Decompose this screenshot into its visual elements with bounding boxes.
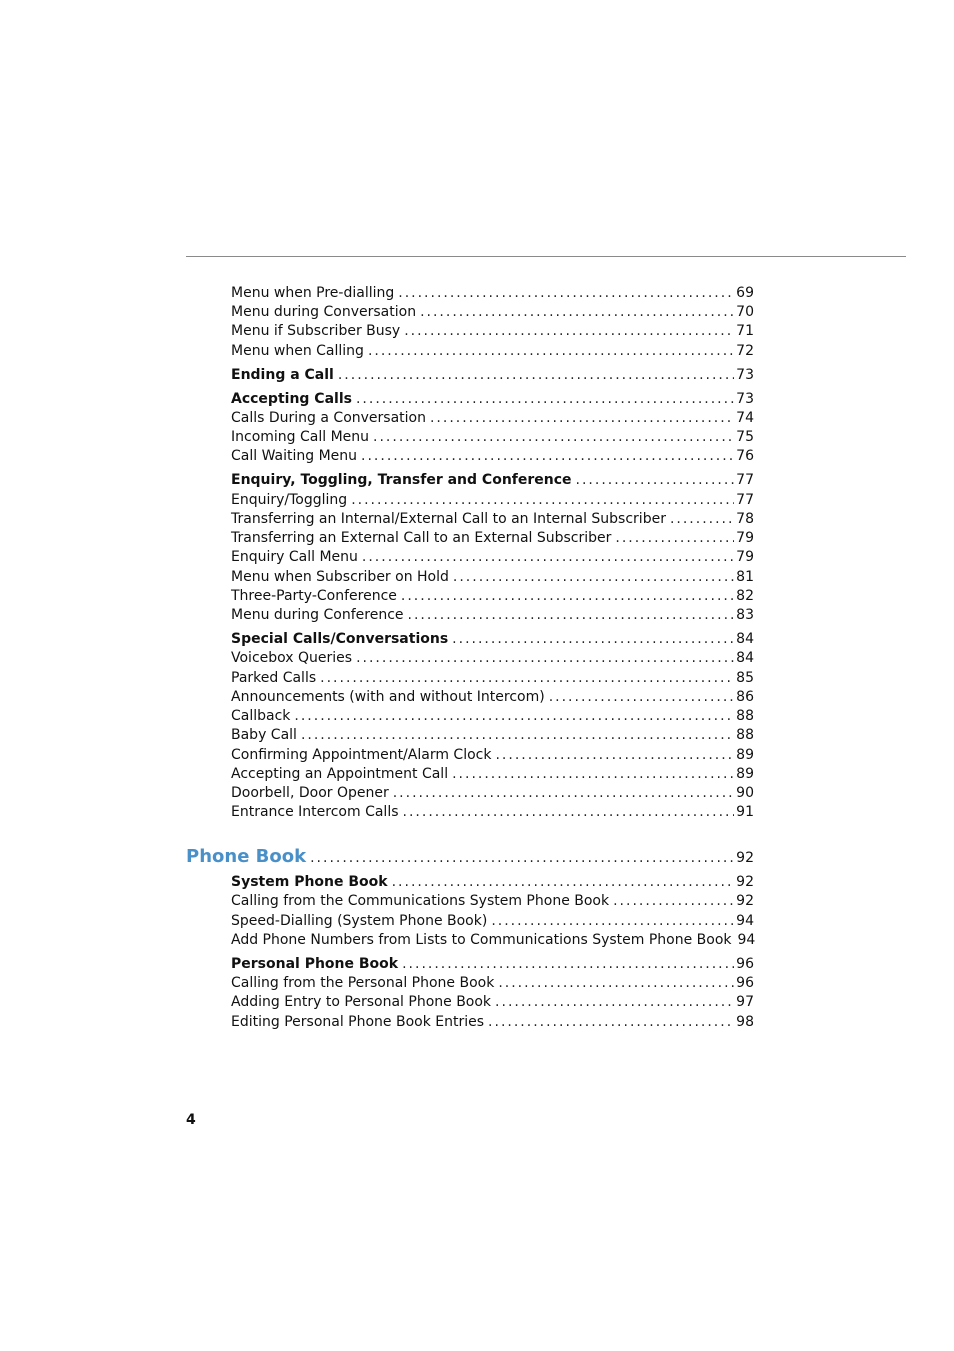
- toc-entry-page: 83: [736, 607, 754, 623]
- toc-entry[interactable]: [231, 746, 754, 765]
- toc-entry[interactable]: [231, 510, 754, 529]
- toc-dot-leader: [670, 510, 734, 529]
- toc-dot-leader: [392, 873, 735, 892]
- toc-entry-title: Accepting Calls: [231, 391, 352, 407]
- toc-entry[interactable]: [231, 390, 754, 409]
- toc-dot-leader: [488, 1013, 734, 1032]
- toc-dot-leader: [495, 993, 734, 1012]
- toc-entry[interactable]: [231, 931, 754, 950]
- toc-entry-page: 92: [736, 893, 754, 909]
- toc-entry[interactable]: [231, 428, 754, 447]
- toc-entry-page: 79: [736, 530, 754, 546]
- toc-entry-title: Baby Call: [231, 727, 297, 743]
- toc-entry-page: 94: [737, 932, 756, 948]
- toc-dot-leader: [498, 974, 734, 993]
- toc-entry[interactable]: [231, 803, 754, 822]
- toc-entry[interactable]: [231, 974, 754, 993]
- toc-section-heading[interactable]: [186, 845, 754, 869]
- toc-entry[interactable]: [231, 471, 754, 490]
- toc-dot-leader: [398, 284, 734, 303]
- toc-entry[interactable]: [231, 284, 754, 303]
- toc-entry-page: 81: [736, 569, 754, 585]
- toc-entry[interactable]: [231, 303, 754, 322]
- toc-entry-page: 97: [736, 994, 754, 1010]
- toc-dot-leader: [495, 746, 734, 765]
- toc-dot-leader: [404, 322, 734, 341]
- toc-entry-title: Accepting an Appointment Call: [231, 766, 449, 782]
- toc-dot-leader: [310, 846, 734, 870]
- toc-entry[interactable]: [231, 587, 754, 606]
- toc-entry-title: System Phone Book: [231, 874, 388, 890]
- toc-entry-title: Incoming Call Menu: [231, 429, 370, 445]
- toc-entry[interactable]: [231, 726, 754, 745]
- toc-dot-leader: [453, 568, 734, 587]
- toc-dot-leader: [301, 726, 734, 745]
- toc-entry[interactable]: [231, 912, 754, 931]
- toc-dot-leader: [362, 548, 734, 567]
- toc-entry-title: Calls During a Conversation: [231, 410, 426, 426]
- toc-entry-page: 82: [736, 588, 754, 604]
- toc-entry-title: Phone Book: [186, 846, 307, 867]
- toc-dot-leader: [361, 447, 734, 466]
- toc-entry[interactable]: [231, 892, 754, 911]
- toc-entry-page: 89: [736, 766, 754, 782]
- toc-entry[interactable]: [231, 529, 754, 548]
- toc-entry-page: 89: [736, 747, 754, 763]
- toc-entry-title: Menu when Subscriber on Hold: [231, 569, 449, 585]
- toc-entry[interactable]: [231, 630, 754, 649]
- toc-dot-leader: [408, 606, 735, 625]
- toc-dot-leader: [491, 912, 734, 931]
- toc-dot-leader: [351, 491, 734, 510]
- toc-entry-title: Speed-Dialling (System Phone Book): [231, 913, 488, 929]
- toc-entry[interactable]: [231, 548, 754, 567]
- toc-entry-page: 79: [736, 549, 754, 565]
- toc-entry[interactable]: [231, 873, 754, 892]
- toc-dot-leader: [452, 630, 734, 649]
- toc-entry[interactable]: [231, 409, 754, 428]
- toc-entry-title: Parked Calls: [231, 670, 317, 686]
- toc-entry-page: 98: [736, 1014, 754, 1030]
- toc-dot-leader: [401, 587, 734, 606]
- toc-entry-title: Menu during Conversation: [231, 304, 417, 320]
- toc-entry-page: 75: [736, 429, 754, 445]
- toc-entry-title: Calling from the Communications System Phone Book: [231, 893, 610, 909]
- toc-entry-title: Menu when Pre-dialling: [231, 285, 395, 301]
- toc-entry-page: 77: [736, 492, 754, 508]
- toc-entry-title: Menu during Conference: [231, 607, 404, 623]
- toc-dot-leader: [402, 955, 734, 974]
- toc-entry[interactable]: [231, 784, 754, 803]
- toc-entry-page: 76: [736, 448, 754, 464]
- page-number: 4: [186, 1112, 196, 1128]
- header-rule: [186, 256, 906, 257]
- toc-entry-page: 73: [736, 391, 754, 407]
- toc-entry-title: Special Calls/Conversations: [231, 631, 449, 647]
- toc-entry-title: Enquiry, Toggling, Transfer and Conference: [231, 472, 572, 488]
- toc-dot-leader: [368, 342, 734, 361]
- toc-dot-leader: [338, 366, 734, 385]
- toc-entry[interactable]: [231, 568, 754, 587]
- toc-dot-leader: [356, 390, 734, 409]
- toc-dot-leader: [430, 409, 734, 428]
- toc-entry-title: Callback: [231, 708, 291, 724]
- toc-entry-title: Announcements (with and without Intercom): [231, 689, 545, 705]
- toc-entry-page: 88: [736, 727, 754, 743]
- toc-dot-leader: [615, 529, 734, 548]
- toc-entry[interactable]: [231, 993, 754, 1012]
- toc-entry[interactable]: [231, 688, 754, 707]
- toc-entry-title: Transferring an Internal/External Call to an Internal Subscriber: [231, 511, 666, 527]
- toc-dot-leader: [420, 303, 734, 322]
- toc-entry-page: 85: [736, 670, 754, 686]
- toc-entry-page: 88: [736, 708, 754, 724]
- toc-entry-title: Call Waiting Menu: [231, 448, 358, 464]
- toc-entry[interactable]: [231, 669, 754, 688]
- toc-dot-leader: [294, 707, 734, 726]
- toc-entry-title: Three-Party-Conference: [231, 588, 397, 604]
- toc-entry-title: Menu when Calling: [231, 343, 364, 359]
- toc-entry-title: Editing Personal Phone Book Entries: [231, 1014, 485, 1030]
- toc-dot-leader: [373, 428, 734, 447]
- toc-entry-page: 91: [736, 804, 754, 820]
- toc-entry[interactable]: [231, 606, 754, 625]
- toc-entry-page: 73: [736, 367, 754, 383]
- toc-entry-page: 86: [736, 689, 754, 705]
- toc-entry-page: 92: [736, 874, 754, 890]
- toc-entry-page: 84: [736, 650, 754, 666]
- toc-entry[interactable]: [231, 322, 754, 341]
- toc-entry-title: Entrance Intercom Calls: [231, 804, 399, 820]
- toc-dot-leader: [356, 649, 734, 668]
- toc-entry-title: Menu if Subscriber Busy: [231, 323, 401, 339]
- toc-entry-page: 96: [736, 975, 754, 991]
- toc-entry-page: 90: [736, 785, 754, 801]
- toc-entry-title: Confirming Appointment/Alarm Clock: [231, 747, 492, 763]
- toc-entry[interactable]: [231, 765, 754, 784]
- toc-entry-page: 78: [736, 511, 754, 527]
- toc-entry-page: 69: [736, 285, 754, 301]
- toc-entry-page: 84: [736, 631, 754, 647]
- toc-entry-page: 92: [736, 850, 754, 866]
- toc-entry-title: Add Phone Numbers from Lists to Communications System Phone Book: [231, 932, 732, 948]
- toc-dot-leader: [452, 765, 734, 784]
- toc-entry-title: Transferring an External Call to an External Subscriber: [231, 530, 612, 546]
- toc-dot-leader: [320, 669, 734, 688]
- toc-entry[interactable]: [231, 342, 754, 361]
- toc-entry-page: 94: [736, 913, 754, 929]
- toc-dot-leader: [403, 803, 735, 822]
- toc-entry-title: Enquiry/Toggling: [231, 492, 348, 508]
- toc-entry-page: 70: [736, 304, 754, 320]
- toc-entry[interactable]: [231, 447, 754, 466]
- toc-dot-leader: [613, 892, 734, 911]
- toc-entry[interactable]: [231, 707, 754, 726]
- toc-entry[interactable]: [231, 955, 754, 974]
- toc-entry[interactable]: [231, 366, 754, 385]
- toc-entry[interactable]: [231, 491, 754, 510]
- toc-entry-title: Voicebox Queries: [231, 650, 353, 666]
- toc-entry-title: Adding Entry to Personal Phone Book: [231, 994, 492, 1010]
- toc-entry[interactable]: [231, 1013, 754, 1032]
- toc-dot-leader: [576, 471, 735, 490]
- toc-entry-title: Doorbell, Door Opener: [231, 785, 389, 801]
- toc-entry-page: 77: [736, 472, 754, 488]
- toc-entry-title: Calling from the Personal Phone Book: [231, 975, 495, 991]
- toc-entry-page: 71: [736, 323, 754, 339]
- toc-entry-title: Personal Phone Book: [231, 956, 399, 972]
- toc-entry-title: Enquiry Call Menu: [231, 549, 358, 565]
- toc-dot-leader: [549, 688, 734, 707]
- toc-entry[interactable]: [231, 649, 754, 668]
- toc-entry-page: 96: [736, 956, 754, 972]
- toc-entry-page: 72: [736, 343, 754, 359]
- toc-entry-page: 74: [736, 410, 754, 426]
- toc-dot-leader: [393, 784, 734, 803]
- toc-entry-title: Ending a Call: [231, 367, 334, 383]
